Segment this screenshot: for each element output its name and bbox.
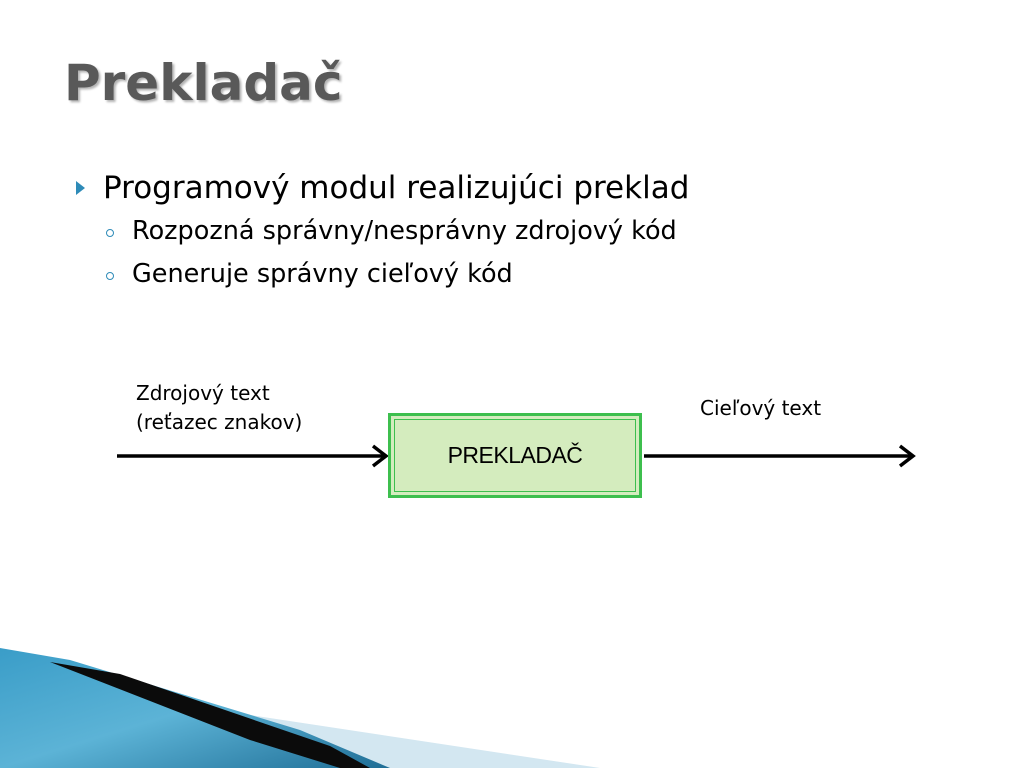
input-label-line2: (reťazec znakov): [136, 410, 303, 434]
output-arrow-icon: [644, 446, 913, 466]
bullet-sub-1-text: Rozpozná správny/nesprávny zdrojový kód: [132, 216, 677, 246]
compiler-box-inner: [394, 419, 636, 492]
bullet-sub-2-text: Generuje správny cieľový kód: [132, 259, 513, 289]
bullet-main-text: Programový modul realizujúci preklad: [103, 170, 690, 206]
corner-decoration: [0, 600, 1024, 768]
input-label: [136, 379, 302, 437]
slide-title: Prekladač: [64, 54, 343, 112]
compiler-box: [388, 413, 642, 498]
compiler-box-label: PREKLADAČ: [447, 442, 583, 468]
input-arrow-icon: [117, 446, 386, 466]
output-label: Cieľový text: [700, 396, 822, 420]
input-label-line1: Zdrojový text: [136, 381, 270, 405]
